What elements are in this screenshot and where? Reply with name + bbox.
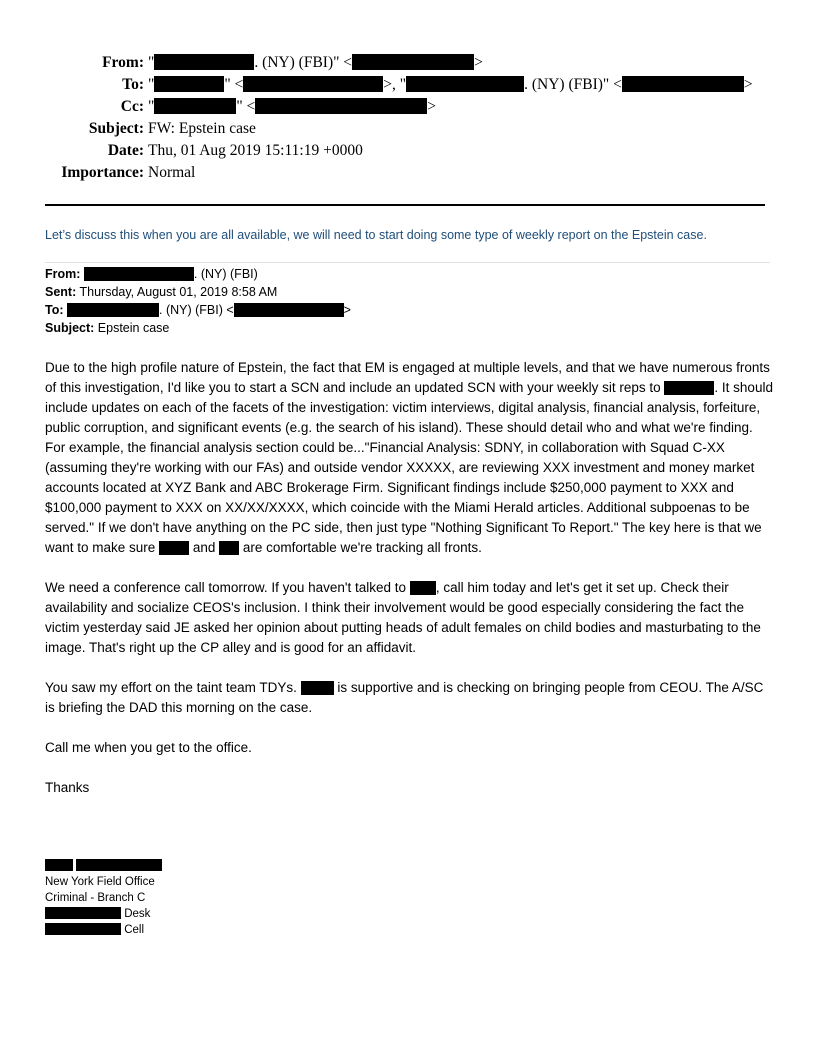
redaction [255, 98, 427, 114]
redaction [45, 907, 121, 919]
from-value: " . (NY) (FBI)" < > [148, 54, 483, 71]
subject-value: FW: Epstein case [148, 120, 256, 137]
forward-note: Let’s discuss this when you are all available, we will need to start doing some type of weekly report on the Epstein case. [45, 228, 707, 242]
to-label: To: [122, 76, 144, 93]
redaction [622, 76, 744, 92]
paragraph-3: You saw my effort on the taint team TDYs. is supportive and is checking on bringing people from CEOU. The A/SC is briefing the DAD this morning on the case. [45, 680, 764, 715]
inner-from-row: From: . (NY) (FBI) [45, 267, 258, 281]
redaction [234, 303, 344, 316]
signature-name [45, 858, 345, 874]
paragraph-4: Call me when you get to the office. [45, 740, 252, 755]
header-to-row [0, 74, 816, 96]
signature-block [45, 858, 345, 938]
to-value: " " < >, " . (NY) (FBI)" < > [148, 76, 753, 93]
signature-branch: Criminal - Branch C [45, 892, 146, 904]
paragraph-2: We need a conference call tomorrow. If you haven't talked to , call him today and let's get it set up. Check their availability and socialize CEOS's inclusion. I think their involvement would be good especially considering the fact the victim yesterday said JE asked her opinion about putting heads of adult females on child bodies and masturbating to the image. That's right up the CP alley and is good for an affidavit. [45, 580, 761, 655]
signature-cell: Cell [45, 922, 345, 938]
redaction [45, 859, 73, 871]
message-body [45, 358, 775, 818]
redaction [301, 681, 334, 695]
header-date-row [0, 140, 816, 162]
redaction [410, 581, 436, 595]
forwarded-header [45, 265, 775, 337]
paragraph-1: Due to the high profile nature of Epstein, the fact that EM is engaged at multiple levels, and that we have numerous fronts of this investigation, I'd like you to start a SCN and include an updated SCN with your weekly sit reps to . It should include updates on each of the facets of the investigation: victim interviews, digital analysis, financial analysis, forfeiture, public corruption, and significant events (e.g. the search of his island). These should detail who and what we're finding. For example, the financial analysis section could be..."Financial Analysis: SDNY, in collaboration with Squad C-XX (assuming they're working with our FAs) and outside vendor XXXXX, are reviewing XXX investment and money market accounts located at XYZ Bank and ABC Brokerage Firm. Significant findings include $250,000 payment to XXX and $100,000 payment to XXX on XX/XX/XXXX, which coincide with the Miami Herald articles. Additional subpoenas to be served." If we don't have anything on the PC side, then just type "Nothing Significant To Report." The key here is that we want to make sure and are comfortable we're tracking all fronts. [45, 360, 773, 555]
redaction [154, 98, 236, 114]
inner-sent-row: Sent: Thursday, August 01, 2019 8:58 AM [45, 285, 278, 299]
inner-subject-row: Subject: Epstein case [45, 321, 170, 335]
importance-label: Importance: [61, 164, 144, 181]
redaction [154, 76, 224, 92]
header-from-row [0, 52, 816, 74]
subject-label: Subject: [88, 120, 144, 137]
header-divider [45, 204, 765, 206]
redaction [243, 76, 383, 92]
email-header [0, 52, 816, 184]
header-subject-row [0, 118, 816, 140]
redaction [76, 859, 162, 871]
header-importance-row [0, 162, 816, 184]
date-value: Thu, 01 Aug 2019 15:11:19 +0000 [148, 142, 363, 159]
signature-office: New York Field Office [45, 876, 155, 888]
redaction [45, 923, 121, 935]
redaction [352, 54, 474, 70]
paragraph-5: Thanks [45, 780, 90, 795]
inner-to-row: To: . (NY) (FBI) < > [45, 303, 351, 317]
redaction [219, 541, 239, 555]
redaction [664, 381, 714, 395]
redaction [67, 303, 159, 316]
message-separator [45, 262, 770, 263]
date-label: Date: [107, 142, 144, 159]
redaction [84, 267, 194, 280]
redaction [159, 541, 189, 555]
cc-value: " " < > [148, 98, 437, 115]
header-cc-row [0, 96, 816, 118]
redaction [154, 54, 254, 70]
from-label: From: [102, 54, 144, 71]
importance-value: Normal [148, 164, 196, 181]
signature-desk: Desk [45, 906, 345, 922]
cc-label: Cc: [120, 98, 144, 115]
redaction [406, 76, 524, 92]
